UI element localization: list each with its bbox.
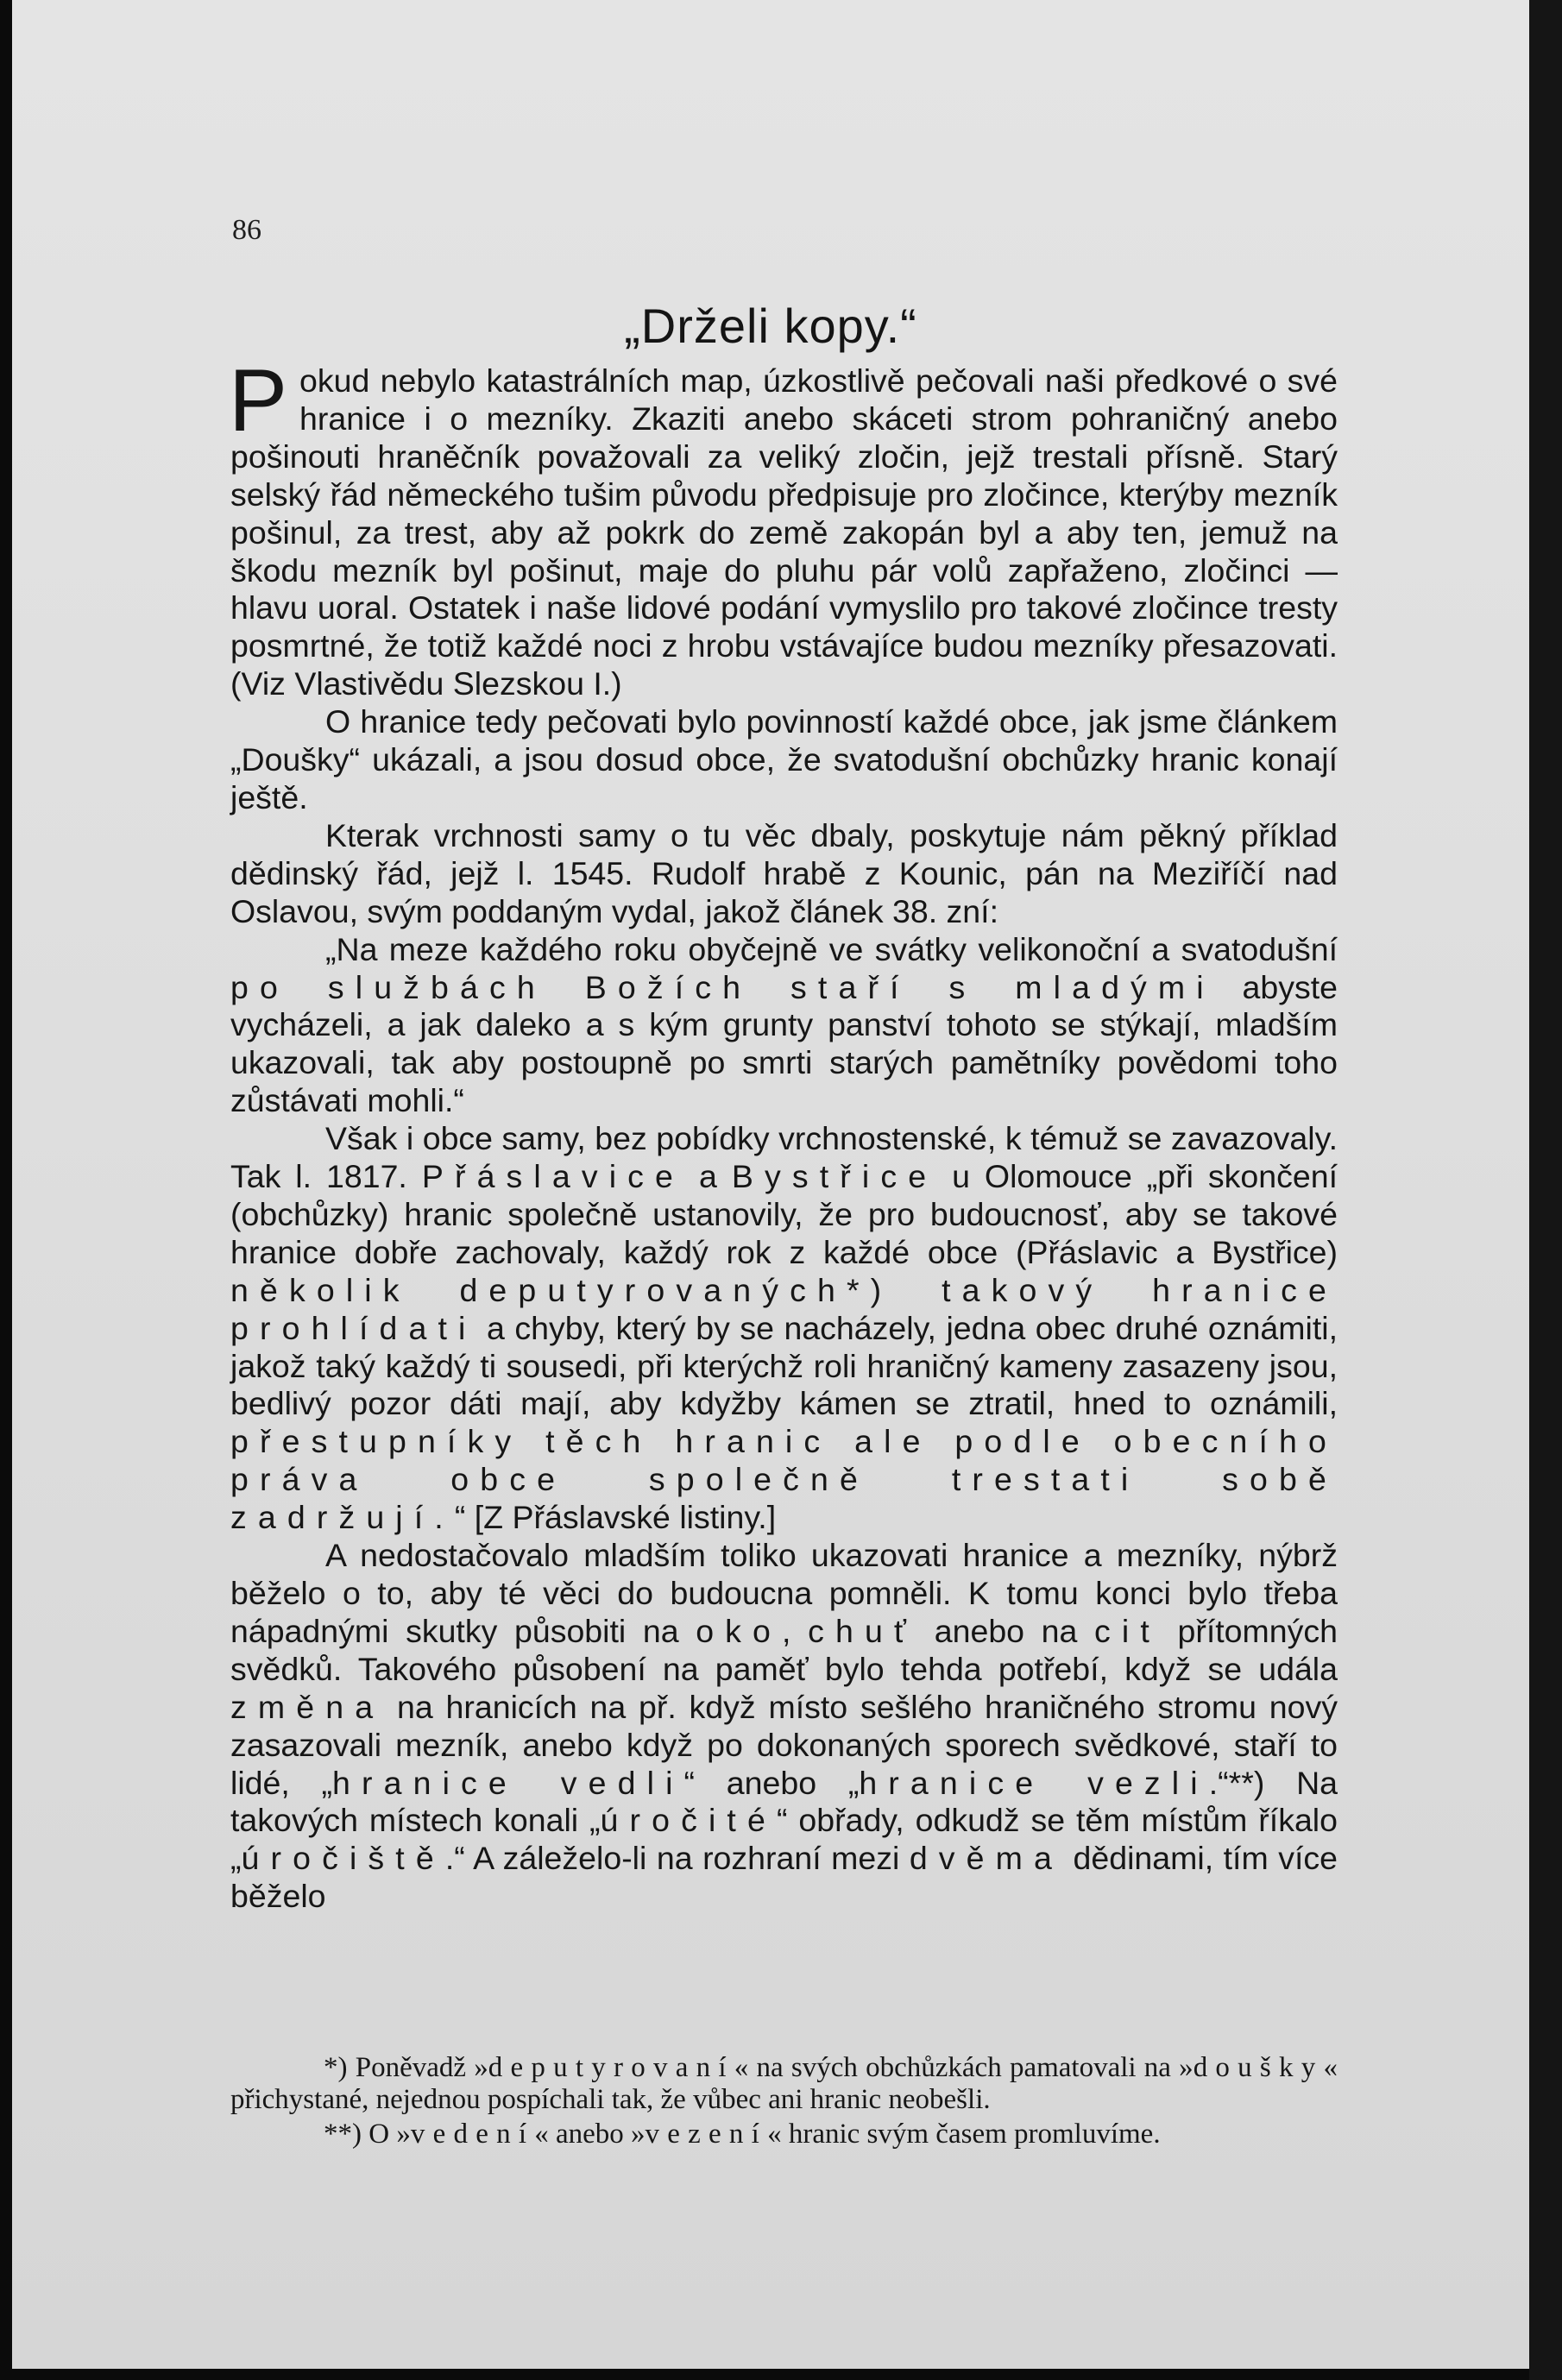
spaced-emphasis: dvěma	[909, 1840, 1064, 1877]
spaced-emphasis: úročité	[600, 1802, 777, 1839]
paragraph-3: Kterak vrchnosti samy o tu věc dbaly, poskytuje nám pěkný příklad dědinský řád, jejž l. 1545. Rudolf hrabě z Kounic, pán na Meziříčí nad Oslavou, svým poddaným vydal, jakož článek 38. zní:	[230, 816, 1338, 929]
spaced-emphasis: hranice vezli	[859, 1764, 1209, 1801]
text-run: dědinami, tím více běželo	[230, 1840, 1338, 1915]
footnote-1	[230, 2052, 1338, 2116]
text-run: a chyby, který by se nacházely, jedna obec druhé oznámiti, jakož taký každý ti sousedi, při kterýchž roli hraničný kameny zasazeny jsou, bedlivý pozor dáti mají, aby kdyžby kámen se ztratil, hned to oznámili,	[230, 1309, 1338, 1422]
text-run: .“ A záleželo-li na rozhraní mezi	[444, 1840, 910, 1877]
article-title: „Drželi kopy.“	[624, 299, 917, 353]
paragraph-5	[230, 1120, 1338, 1537]
text-run: **) O »	[324, 2119, 411, 2150]
text-run: A nedostačovalo mladším toliko ukazovati hranice a mezníky, nýbrž běželo o to, aby té věci do budoucna pomněli. K tomu konci bylo třeba nápadnými skutky působiti na	[230, 1537, 1338, 1649]
paragraph-1	[229, 351, 1338, 703]
text-run: ,	[782, 1612, 809, 1649]
text-run: “ obřady, odkudž se těm místům říkalo „	[230, 1802, 1338, 1877]
page-number: 86	[232, 214, 261, 246]
text-run: „Na meze každého roku obyčejně ve svátky velikonoční a svatodušní	[325, 930, 1338, 967]
text-run: « přichystané, nejednou pospíchali tak, že vůbec ani hranic neobešli.	[230, 2052, 1338, 2115]
spaced-emphasis: přestupníky těch hranic ale podle obecního práva obce společně trestati sobě zadržují.	[230, 1423, 1338, 1536]
text-run: .“**) Na takových místech konali „	[230, 1764, 1338, 1839]
paragraph-6	[230, 1537, 1338, 1916]
text-run: abyste vycházeli, a jak daleko a s kým grunty panství tohoto se stýkají, mladším ukazovali, tak aby postoupně po smrti starých pamětníky povědomi toho zůstávati mohli.“	[230, 968, 1338, 1119]
text-run: *) Poněvadž »	[324, 2052, 488, 2083]
spaced-emphasis: cit	[1094, 1612, 1161, 1649]
footnote-2	[230, 2119, 1338, 2150]
text-run: « hranic svým časem promluvíme.	[767, 2119, 1161, 2150]
text-run: “ anebo „	[683, 1764, 860, 1801]
text-run: Však i obce samy, bez pobídky vrchnostenské, k témuž se zavazovaly. Tak l. 1817.	[230, 1120, 1338, 1195]
text-run: a	[684, 1158, 732, 1195]
spaced-emphasis: úročiště	[241, 1840, 445, 1877]
footnotes	[230, 2052, 1338, 2153]
spaced-emphasis: deputyrovaní	[488, 2052, 734, 2083]
paragraph-4-quote	[230, 931, 1338, 1121]
page	[12, 0, 1529, 2369]
text-run: u Olomouce „při skončení (obchůzky) hranic společně ustanovily, že pro budoucnosť, aby se takové hranice dobře zachovaly, každý rok z každé obce (Přáslavic a Bystřice)	[230, 1158, 1338, 1270]
scan-border	[1529, 0, 1562, 2380]
text-run: « na svých obchůzkách pamatovali na »	[734, 2052, 1194, 2083]
spaced-emphasis: několik deputyrovaných*) takový hranice prohlídati	[230, 1271, 1338, 1346]
spaced-emphasis: chuť	[808, 1612, 918, 1649]
spaced-emphasis: hranice vedli	[332, 1764, 684, 1801]
text-run: anebo na	[917, 1612, 1094, 1649]
spaced-emphasis: oko	[696, 1612, 783, 1649]
paragraph-text: okud nebylo katastrálních map, úzkostlivě pečovali naši předkové o své hranice i o mezníky. Zkaziti anebo skáceti strom pohraničný anebo pošinouti hraněčník považovali za veliký zločin, jejž trestali přísně. Starý selský řád německého tušim původu předpisuje pro zločince, kterýby mezník pošinul, za trest, aby až pokrk do země zakopán byl a aby ten, jemuž na škodu mezník byl pošinut, maje do pluhu pár volů zapřaženo, zločinci — hlavu uoral. Ostatek i naše lidové podání vymyslilo pro takové zločince tresty posmrtné, že totiž každé noci z hrobu vstávajíce budou mezníky přesazovati. (Viz Vlastivědu Slezskou I.)	[230, 362, 1338, 702]
spaced-emphasis: vedení	[410, 2119, 535, 2150]
paragraph-2: O hranice tedy pečovati bylo povinností každé obce, jak jsme článkem „Doušky“ ukázali, a jsou dosud obce, že svatodušní obchůzky hranic konají ještě.	[230, 703, 1338, 815]
spaced-emphasis: změna	[230, 1688, 385, 1725]
spaced-emphasis: doušky	[1193, 2052, 1324, 2083]
article-body	[229, 351, 1338, 1916]
text-run: « anebo »	[534, 2119, 646, 2150]
spaced-emphasis: Přáslavice	[421, 1158, 685, 1195]
spaced-emphasis: vezení	[645, 2119, 768, 2150]
spaced-emphasis: po službách Božích staří s mladými	[230, 968, 1215, 1005]
drop-cap: P	[229, 351, 288, 450]
text-run: “ [Z Přáslavské listiny.]	[454, 1499, 777, 1536]
text-run: přítomných svědků. Takového působení na paměť bylo tehda potřebí, když se udála	[230, 1612, 1338, 1687]
spaced-emphasis: Bystřice	[731, 1158, 938, 1195]
text-run: na hranicích na př. když místo sešlého hraničného stromu nový zasazovali mezník, anebo když po dokonaných sporech svědkové, staří to lidé, „	[230, 1688, 1338, 1801]
